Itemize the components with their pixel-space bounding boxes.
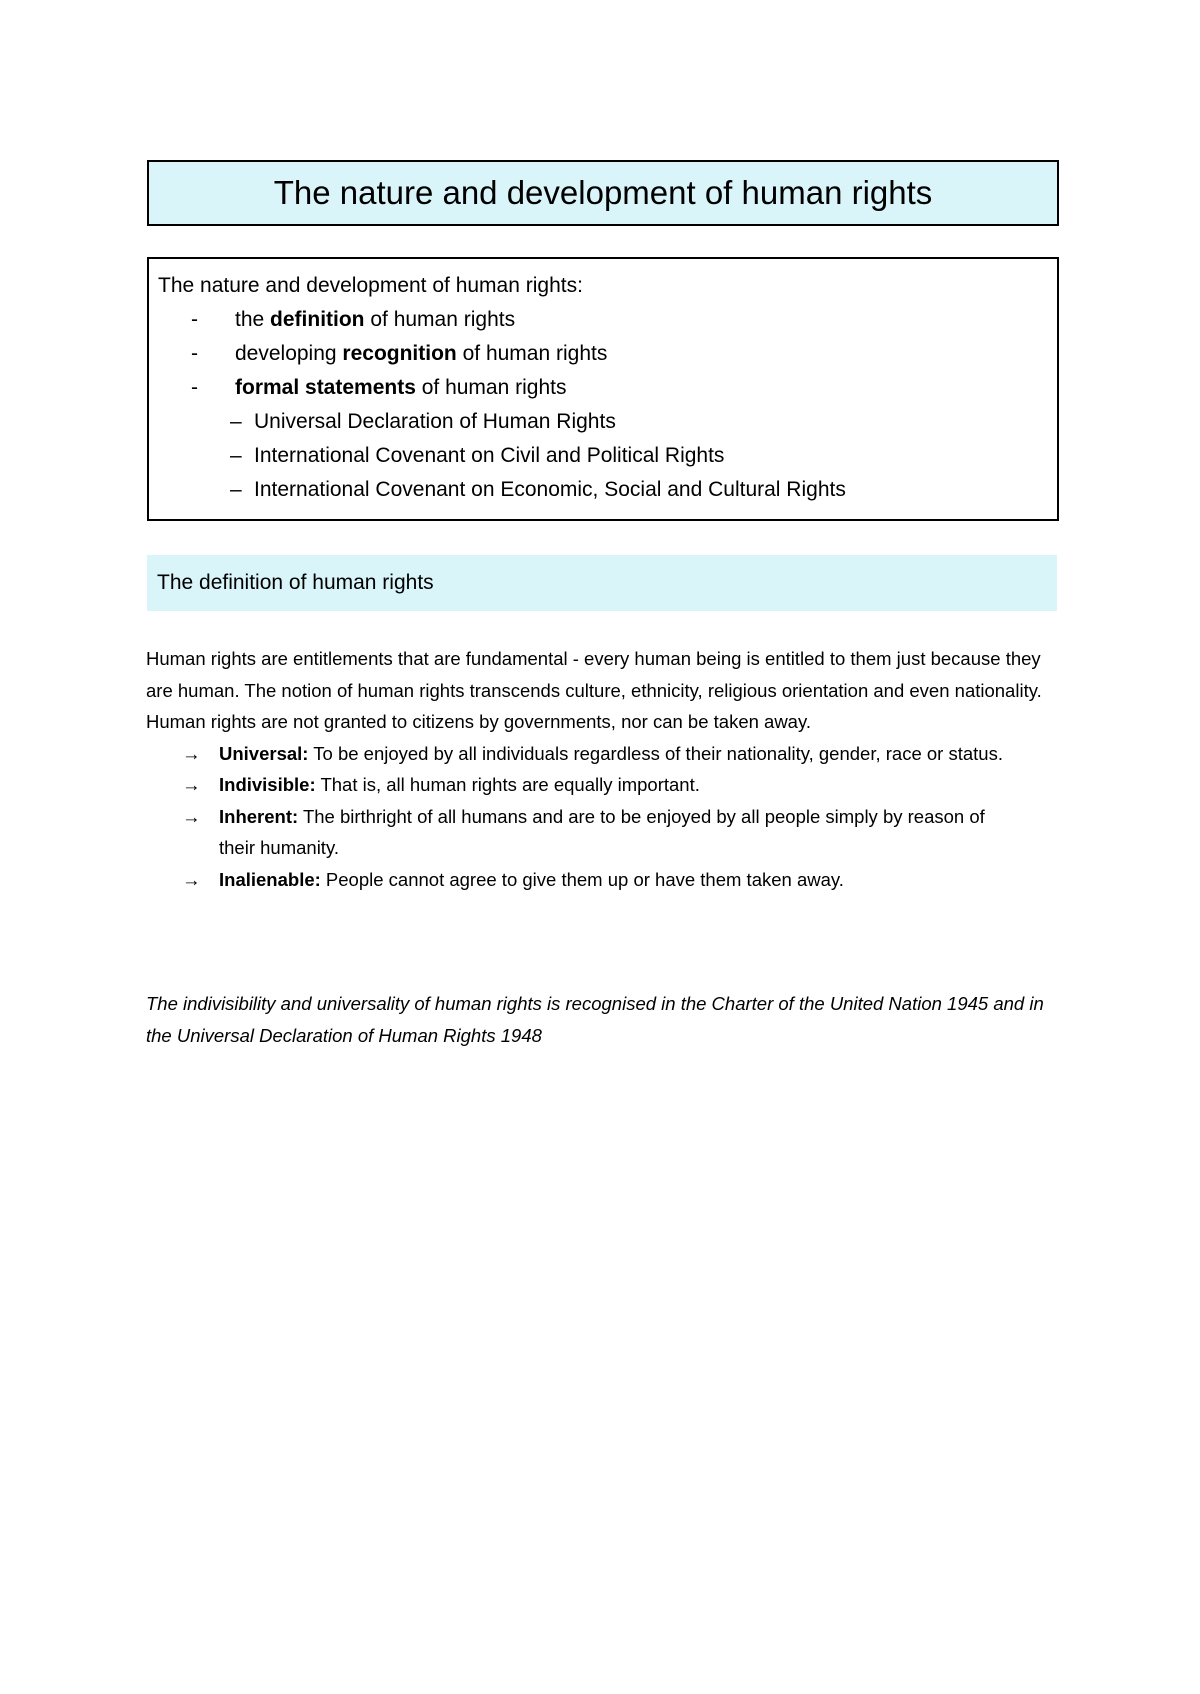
characteristic-item (146, 864, 1056, 896)
characteristic-text: That is, all human rights are equally important. (315, 774, 700, 795)
outline-item (158, 303, 1049, 337)
characteristic-term: Indivisible: (219, 774, 316, 795)
section-body (146, 643, 1056, 895)
en-dash-bullet: – (230, 410, 242, 433)
outline-list (158, 303, 1049, 405)
outline-item-text: of human rights (415, 376, 567, 399)
outline-item-text: of human rights (364, 308, 516, 331)
characteristic-term: Universal: (219, 742, 309, 764)
right-arrow-icon: → (182, 774, 201, 795)
en-dash-bullet: – (230, 478, 242, 501)
section-heading-text: The definition of human rights (157, 571, 434, 594)
page-title-text: The nature and development of human rights (273, 174, 933, 211)
outline-sub-item-text: Universal Declaration of Human Rights (254, 410, 616, 433)
outline-item-text: the (235, 308, 271, 331)
dash-bullet: - (191, 308, 198, 331)
dash-bullet: - (191, 376, 198, 399)
right-arrow-icon: → (182, 868, 201, 890)
outline-sub-item-text: International Covenant on Economic, Social and Cultural Rights (254, 478, 846, 501)
right-arrow-icon: → (182, 805, 201, 827)
outline-box (147, 257, 1059, 521)
outline-item-bold: formal statements (235, 376, 416, 399)
characteristic-item (146, 801, 1056, 864)
page-title (147, 160, 1059, 226)
section-heading (147, 555, 1057, 611)
characteristic-item (146, 769, 1056, 801)
closing-note: The indivisibility and universality of human rights is recognised in the Charter of the United Nation 1945 and in the Universal Declaration of Human Rights 1948 (146, 993, 1044, 1046)
characteristic-term: Inalienable: (219, 868, 321, 890)
characteristic-text: To be enjoyed by all individuals regardless of their nationality, gender, race or status. (308, 742, 1003, 764)
right-arrow-icon: → (182, 742, 201, 764)
outline-item (158, 371, 1049, 405)
outline-sub-item (158, 405, 1049, 439)
outline-item-text: developing (235, 342, 343, 365)
outline-item-text: of human rights (456, 342, 608, 365)
section-paragraph: Human rights are entitlements that are fundamental - every human being is entitled to them just because they are human. The notion of human rights transcends culture, ethnicity, religious orientation and even nationality. Human rights are not granted to citizens by governments, nor can be taken away. (146, 648, 1042, 732)
characteristic-item (146, 738, 1056, 770)
dash-bullet: - (191, 342, 198, 365)
outline-item (158, 337, 1049, 371)
outline-sub-item-text: International Covenant on Civil and Political Rights (254, 444, 725, 467)
characteristic-text: People cannot agree to give them up or have them taken away. (320, 868, 844, 890)
characteristic-term: Inherent: (219, 805, 299, 827)
outline-item-bold: recognition (342, 342, 457, 365)
en-dash-bullet: – (230, 444, 242, 467)
outline-heading: The nature and development of human rights: (158, 274, 583, 297)
outline-sub-item (158, 473, 1049, 507)
outline-sub-list (158, 405, 1049, 507)
characteristic-text: The birthright of all humans and are to be enjoyed by all people simply by reason of their humanity. (219, 805, 985, 858)
outline-sub-item (158, 439, 1049, 473)
outline-item-bold: definition (270, 308, 365, 331)
characteristics-list (146, 738, 1056, 896)
